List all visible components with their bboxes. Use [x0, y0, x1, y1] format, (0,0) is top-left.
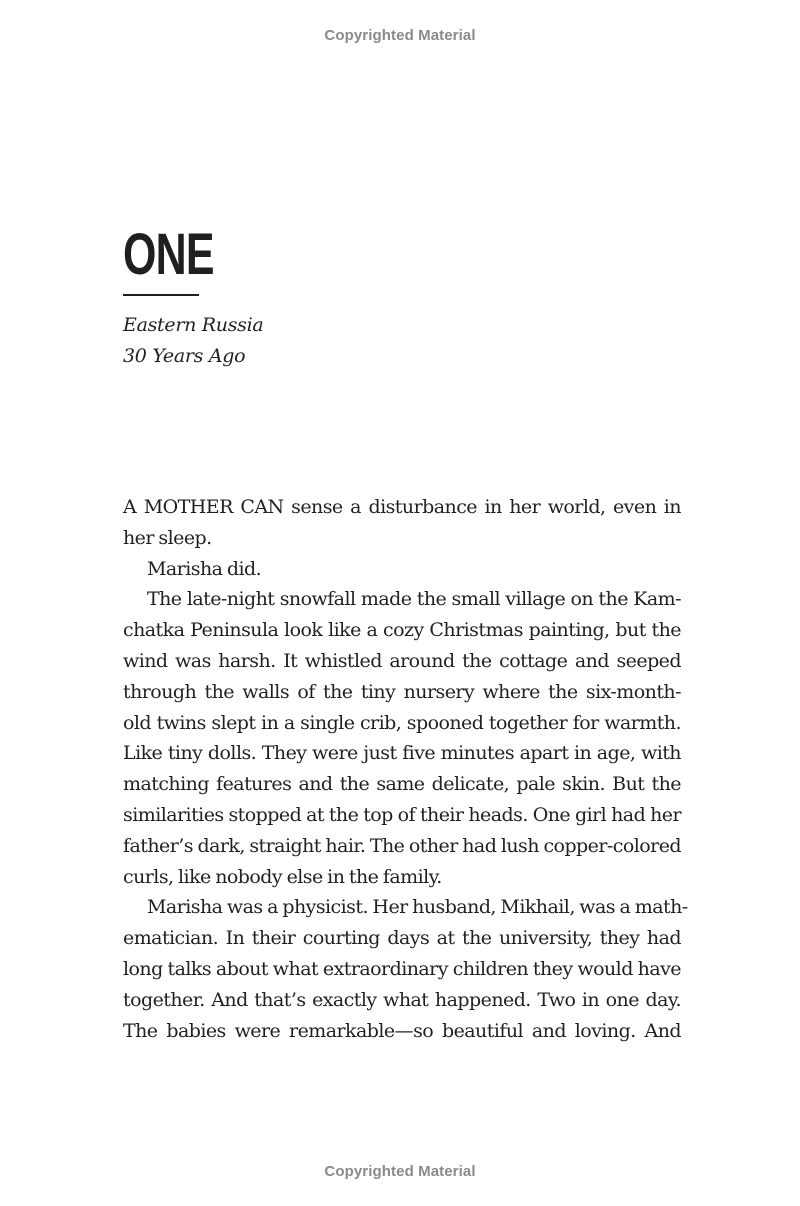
body-line: through the walls of the tiny nursery where the six-month- — [123, 680, 681, 703]
body-line: The late-night snowfall made the small village on the Kam- — [147, 588, 681, 611]
chapter-title: ONE — [123, 222, 214, 287]
chapter-place: Eastern Russia — [123, 314, 264, 336]
body-line: Like tiny dolls. They were just five minutes apart in age, with — [123, 742, 681, 765]
body-line: long talks about what extraordinary children they would have — [123, 957, 681, 980]
body-line: ematician. In their courting days at the university, they had — [123, 927, 681, 950]
body-line: Marisha did. — [147, 557, 262, 580]
body-line: A MOTHER CAN sense a disturbance in her world, even in — [123, 496, 681, 518]
body-line: The babies were remarkable—so beautiful and loving. And — [123, 1019, 681, 1042]
copyright-watermark-bottom: Copyrighted Material — [324, 1163, 476, 1180]
body-line: matching features and the same delicate, pale skin. But the — [123, 773, 681, 796]
body-line: similarities stopped at the top of their heads. One girl had her — [123, 803, 681, 826]
chapter-title-underline — [123, 294, 199, 296]
body-line: wind was harsh. It whistled around the cottage and seeped — [123, 649, 681, 672]
body-line: father’s dark, straight hair. The other had lush copper-colored — [123, 834, 681, 857]
chapter-setting — [123, 310, 263, 372]
body-line: old twins slept in a single crib, spooned together for warmth. — [123, 711, 681, 734]
body-line: curls, like nobody else in the family. — [123, 865, 442, 888]
chapter-time: 30 Years Ago — [123, 345, 246, 367]
body-line: together. And that’s exactly what happened. Two in one day. — [123, 988, 681, 1011]
copyright-watermark-top: Copyrighted Material — [324, 27, 476, 44]
body-line: Marisha was a physicist. Her husband, Mikhail, was a math- — [147, 896, 688, 919]
body-line: chatka Peninsula look like a cozy Christmas painting, but the — [123, 619, 681, 642]
chapter-body-text — [123, 492, 688, 1046]
body-line: her sleep. — [123, 526, 212, 549]
